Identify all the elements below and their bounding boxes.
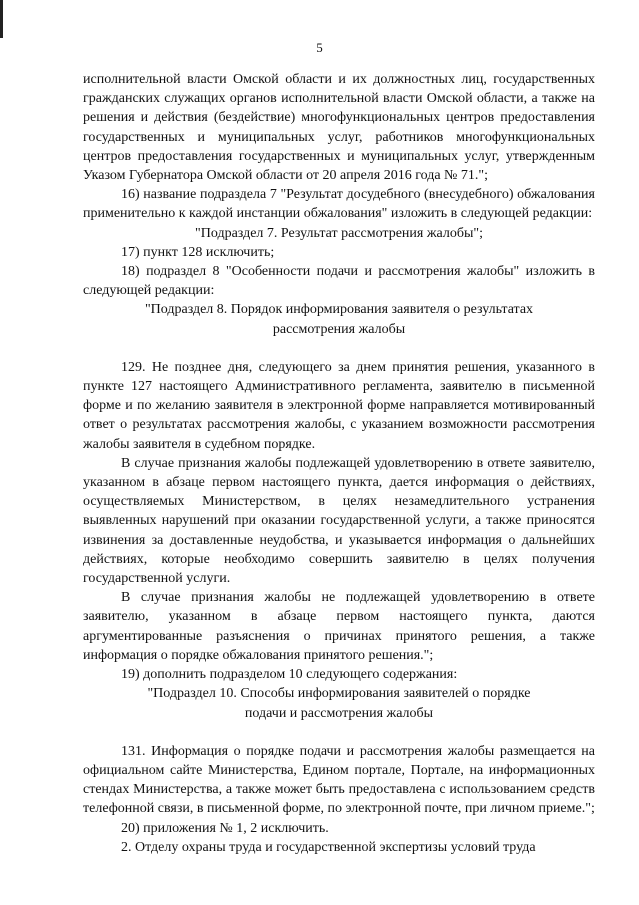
page-edge-mark — [0, 0, 3, 38]
paragraph: 20) приложения № 1, 2 исключить. — [121, 820, 329, 836]
spacer — [83, 339, 595, 358]
subsection-heading: "Подраздел 8. Порядок информирования заявителя о результатах — [144, 302, 534, 318]
subsection-heading: "Подраздел 7. Результат рассмотрения жалобы"; — [195, 225, 483, 241]
paragraph: В случае признания жалобы подлежащей удовлетворению в ответе заявителю, указанном в абзаце первом настоящего пункта, дается информация о действиях, осуществляемых Министерством, в целях незамедлительного устранения выявленных нарушений при оказании государственной услуги, а также приносятся извинения за доставленные неудобства, и указывается информация о дальнейших действиях, которые необходимо совершить заявителю в целях получения государственной услуги. — [83, 455, 595, 587]
subsection-heading-continued: подачи и рассмотрения жалобы — [244, 705, 434, 721]
paragraph: 129. Не позднее дня, следующего за днем принятия решения, указанного в пункте 127 настоящего Административного регламента, заявителю в письменной форме и по желанию заявителя в электронной форме направляется мотивированный ответ о результатах рассмотрения жалобы, с указанием возможности рассмотрения жалобы заявителя в судебном порядке. — [83, 359, 595, 452]
subsection-heading: "Подраздел 10. Способы информирования заявителей о порядке — [147, 686, 531, 702]
paragraph: 18) подраздел 8 "Особенности подачи и рассмотрения жалобы" изложить в следующей редакции: — [83, 264, 595, 299]
spacer — [83, 723, 595, 742]
paragraph: В случае признания жалобы не подлежащей удовлетворению в ответе заявителю, указанном в абзаце первом настоящего пункта, даются аргументированные разъяснения о причинах принятого решения, а также информация о порядке обжалования принятого решения."; — [83, 590, 595, 663]
paragraph: 2. Отделу охраны труда и государственной экспертизы условий труда — [121, 839, 536, 855]
paragraph: 16) название подраздела 7 "Результат досудебного (внесудебного) обжалования применительно к каждой инстанции обжалования" изложить в следующей редакции: — [83, 187, 595, 222]
subsection-heading-continued: рассмотрения жалобы — [272, 321, 406, 337]
paragraph: 131. Информация о порядке подачи и рассмотрения жалобы размещается на официальном сайте Министерства, Едином портале, Портале, на информационных стендах Министерства, а также может быть предоставлена с использованием средств телефонной связи, в письменной форме, по электронной почте, при личном приеме."; — [83, 743, 595, 817]
paragraph: 17) пункт 128 исключить; — [121, 244, 275, 260]
paragraph: 19) дополнить подразделом 10 следующего содержания: — [121, 667, 458, 683]
paragraph: исполнительной власти Омской области и их должностных лиц, государственных гражданских служащих органов исполнительной власти Омской области, а также на решения и действия (бездействие) многофункциональных центров предоставления государственных и муниципальных услуг, работников многофункциональных центров предоставления государственных и муниципальных услуг, утвержденным Указом Губернатора Омской области от 20 апреля 2016 года № 71."; — [83, 72, 595, 184]
document-body — [83, 70, 595, 857]
page-number: 5 — [316, 40, 323, 55]
